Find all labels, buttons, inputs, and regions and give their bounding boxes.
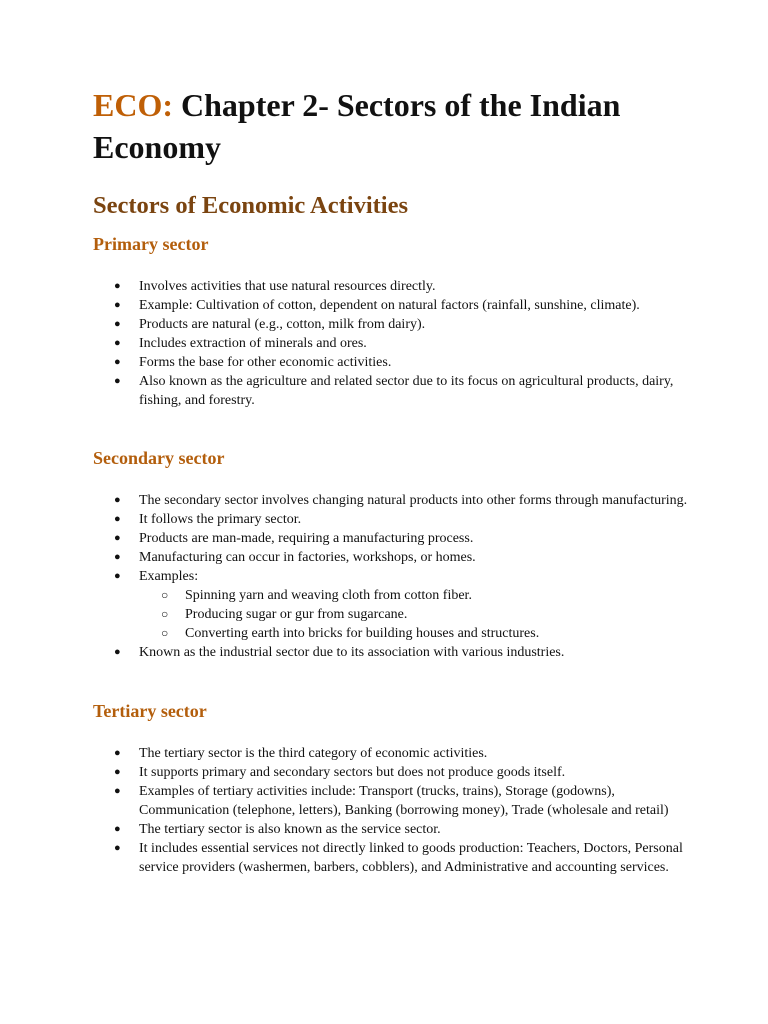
list-item: ● Forms the base for other economic activities. <box>114 355 392 370</box>
list-item: ● Includes extraction of minerals and ores. <box>114 336 367 351</box>
section-heading: Sectors of Economic Activities <box>93 192 409 219</box>
list-item: ● Also known as the agriculture and related sector due to its focus on agricultural products, dairy, fishing, and forestry. <box>114 374 674 408</box>
bullet-icon: ● <box>114 356 121 368</box>
tertiary-sector-heading: Tertiary sector <box>93 701 207 721</box>
sub-list-item: ○ Spinning yarn and weaving cloth from cotton fiber. <box>161 588 472 603</box>
bullet-icon: ● <box>114 551 121 563</box>
list-item: ● Products are man-made, requiring a manufacturing process. <box>114 531 474 546</box>
hollow-bullet-icon: ○ <box>161 626 169 640</box>
primary-sector-list <box>93 277 693 410</box>
bullet-icon: ● <box>114 299 121 311</box>
examples-sublist <box>139 586 693 643</box>
list-item: ● Examples: ○ Spinning yarn and weaving cloth from cotton fiber. ○ Producing sugar or gur from sugarcane. ○ Converting earth into bricks for building houses and structures. <box>93 567 693 643</box>
list-item: ● It includes essential services not directly linked to goods production: Teachers, Doctors, Personal service providers (washermen, barbers, cobblers), and Administrative and accounting services. <box>114 841 683 875</box>
bullet-icon: ● <box>114 513 121 525</box>
title-main: Chapter 2- Sectors of the Indian Economy <box>93 87 621 165</box>
tertiary-sector-list <box>93 744 693 877</box>
bullet-icon: ● <box>114 646 121 658</box>
bullet-icon: ● <box>114 375 121 387</box>
bullet-icon: ● <box>114 318 121 330</box>
bullet-icon: ● <box>114 494 121 506</box>
hollow-bullet-icon: ○ <box>161 607 169 621</box>
bullet-icon: ● <box>114 766 121 778</box>
bullet-icon: ● <box>114 823 121 835</box>
secondary-sector-heading: Secondary sector <box>93 448 225 468</box>
page-title <box>93 84 693 168</box>
sub-list-item: ○ Converting earth into bricks for building houses and structures. <box>161 626 540 641</box>
bullet-icon: ● <box>114 570 121 582</box>
bullet-icon: ● <box>114 842 121 854</box>
list-item: ● Known as the industrial sector due to its association with various industries. <box>114 645 565 660</box>
list-item: ● The tertiary sector is also known as the service sector. <box>114 822 441 837</box>
list-item: ● Products are natural (e.g., cotton, milk from dairy). <box>114 317 426 332</box>
list-item: ● The secondary sector involves changing natural products into other forms through manufacturing. <box>114 493 688 508</box>
primary-sector-heading: Primary sector <box>93 234 209 254</box>
hollow-bullet-icon: ○ <box>161 588 169 602</box>
list-item: ● Manufacturing can occur in factories, workshops, or homes. <box>114 550 476 565</box>
bullet-icon: ● <box>114 785 121 797</box>
title-prefix: ECO: <box>93 87 173 123</box>
sub-list-item: ○ Producing sugar or gur from sugarcane. <box>161 607 408 622</box>
list-item: ● Examples of tertiary activities include: Transport (trucks, trains), Storage (godowns), Communication (telephone, letters), Banking (borrowing money), Trade (wholesale and retail) <box>114 784 669 818</box>
bullet-icon: ● <box>114 747 121 759</box>
bullet-icon: ● <box>114 280 121 292</box>
list-item: ● Example: Cultivation of cotton, dependent on natural factors (rainfall, sunshine, climate). <box>114 298 640 313</box>
bullet-icon: ● <box>114 532 121 544</box>
list-item: ● It follows the primary sector. <box>114 512 302 527</box>
bullet-icon: ● <box>114 337 121 349</box>
list-item: ● It supports primary and secondary sectors but does not produce goods itself. <box>114 765 566 780</box>
list-item: ● Involves activities that use natural resources directly. <box>114 279 436 294</box>
list-item: ● The tertiary sector is the third category of economic activities. <box>114 746 488 761</box>
secondary-sector-list <box>93 491 693 662</box>
